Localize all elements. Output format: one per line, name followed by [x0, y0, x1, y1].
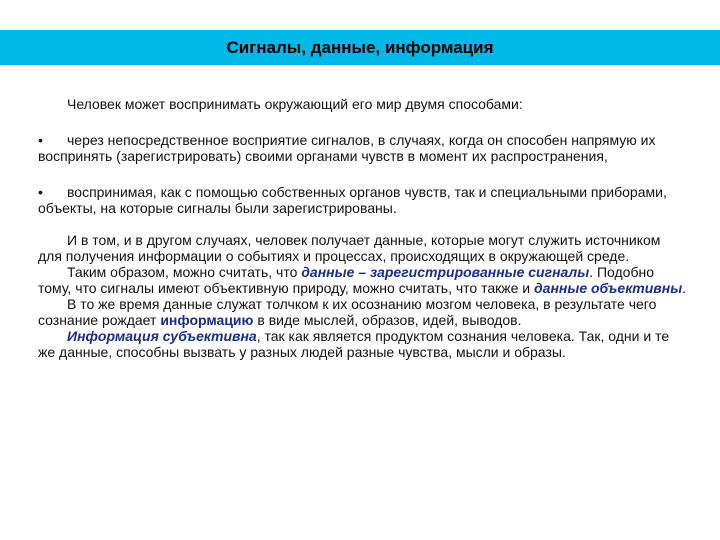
slide-title: Сигналы, данные, информация	[226, 38, 494, 57]
paragraph-information-birth: В то же время данные служат толчком к их осознанию мозгом человека, в результате чего сознание рождает информацию в виде мыслей, образов, идей, выводов.	[38, 296, 657, 328]
bullet-marker: •	[38, 184, 43, 200]
bullet-marker: •	[38, 132, 43, 148]
intro-text: Человек может воспринимать окружающий его мир двумя способами:	[67, 96, 523, 112]
slide-content	[38, 96, 688, 360]
term-information-subjective: Информация субъективна	[67, 328, 257, 344]
bullet-item-2	[38, 184, 688, 216]
term-data-signals: данные – зарегистрированные сигналы	[301, 264, 590, 280]
term-information: информацию	[160, 312, 254, 328]
bullet-item-1	[38, 132, 688, 164]
bullet-text: воспринимая, как с помощью собственных органов чувств, так и специальными приборами, объекты, на которые сигналы были зарегистрированы.	[38, 184, 667, 216]
bullet-text: через непосредственное восприятие сигналов, в случаях, когда он способен напрямую их воспринять (зарегистрировать) своими органами чувств в момент их распространения,	[38, 132, 656, 164]
paragraph-information-subjective: Информация субъективна, так как является продуктом сознания человека. Так, одни и те же данные, способны вызвать у разных людей разные чувства, мысли и образы.	[38, 328, 670, 360]
paragraph-data-definition: Таким образом, можно считать, что данные – зарегистрированные сигналы. Подобно тому, что сигналы имеют объективную природу, можно считать, что также и данные объективны.	[38, 264, 687, 296]
paragraph-data-source: И в том, и в другом случаях, человек получает данные, которые могут служить источником для получения информации о событиях и процессах, происходящих в окружающей среде.	[38, 232, 661, 264]
term-data-objective: данные объективны	[534, 280, 683, 296]
